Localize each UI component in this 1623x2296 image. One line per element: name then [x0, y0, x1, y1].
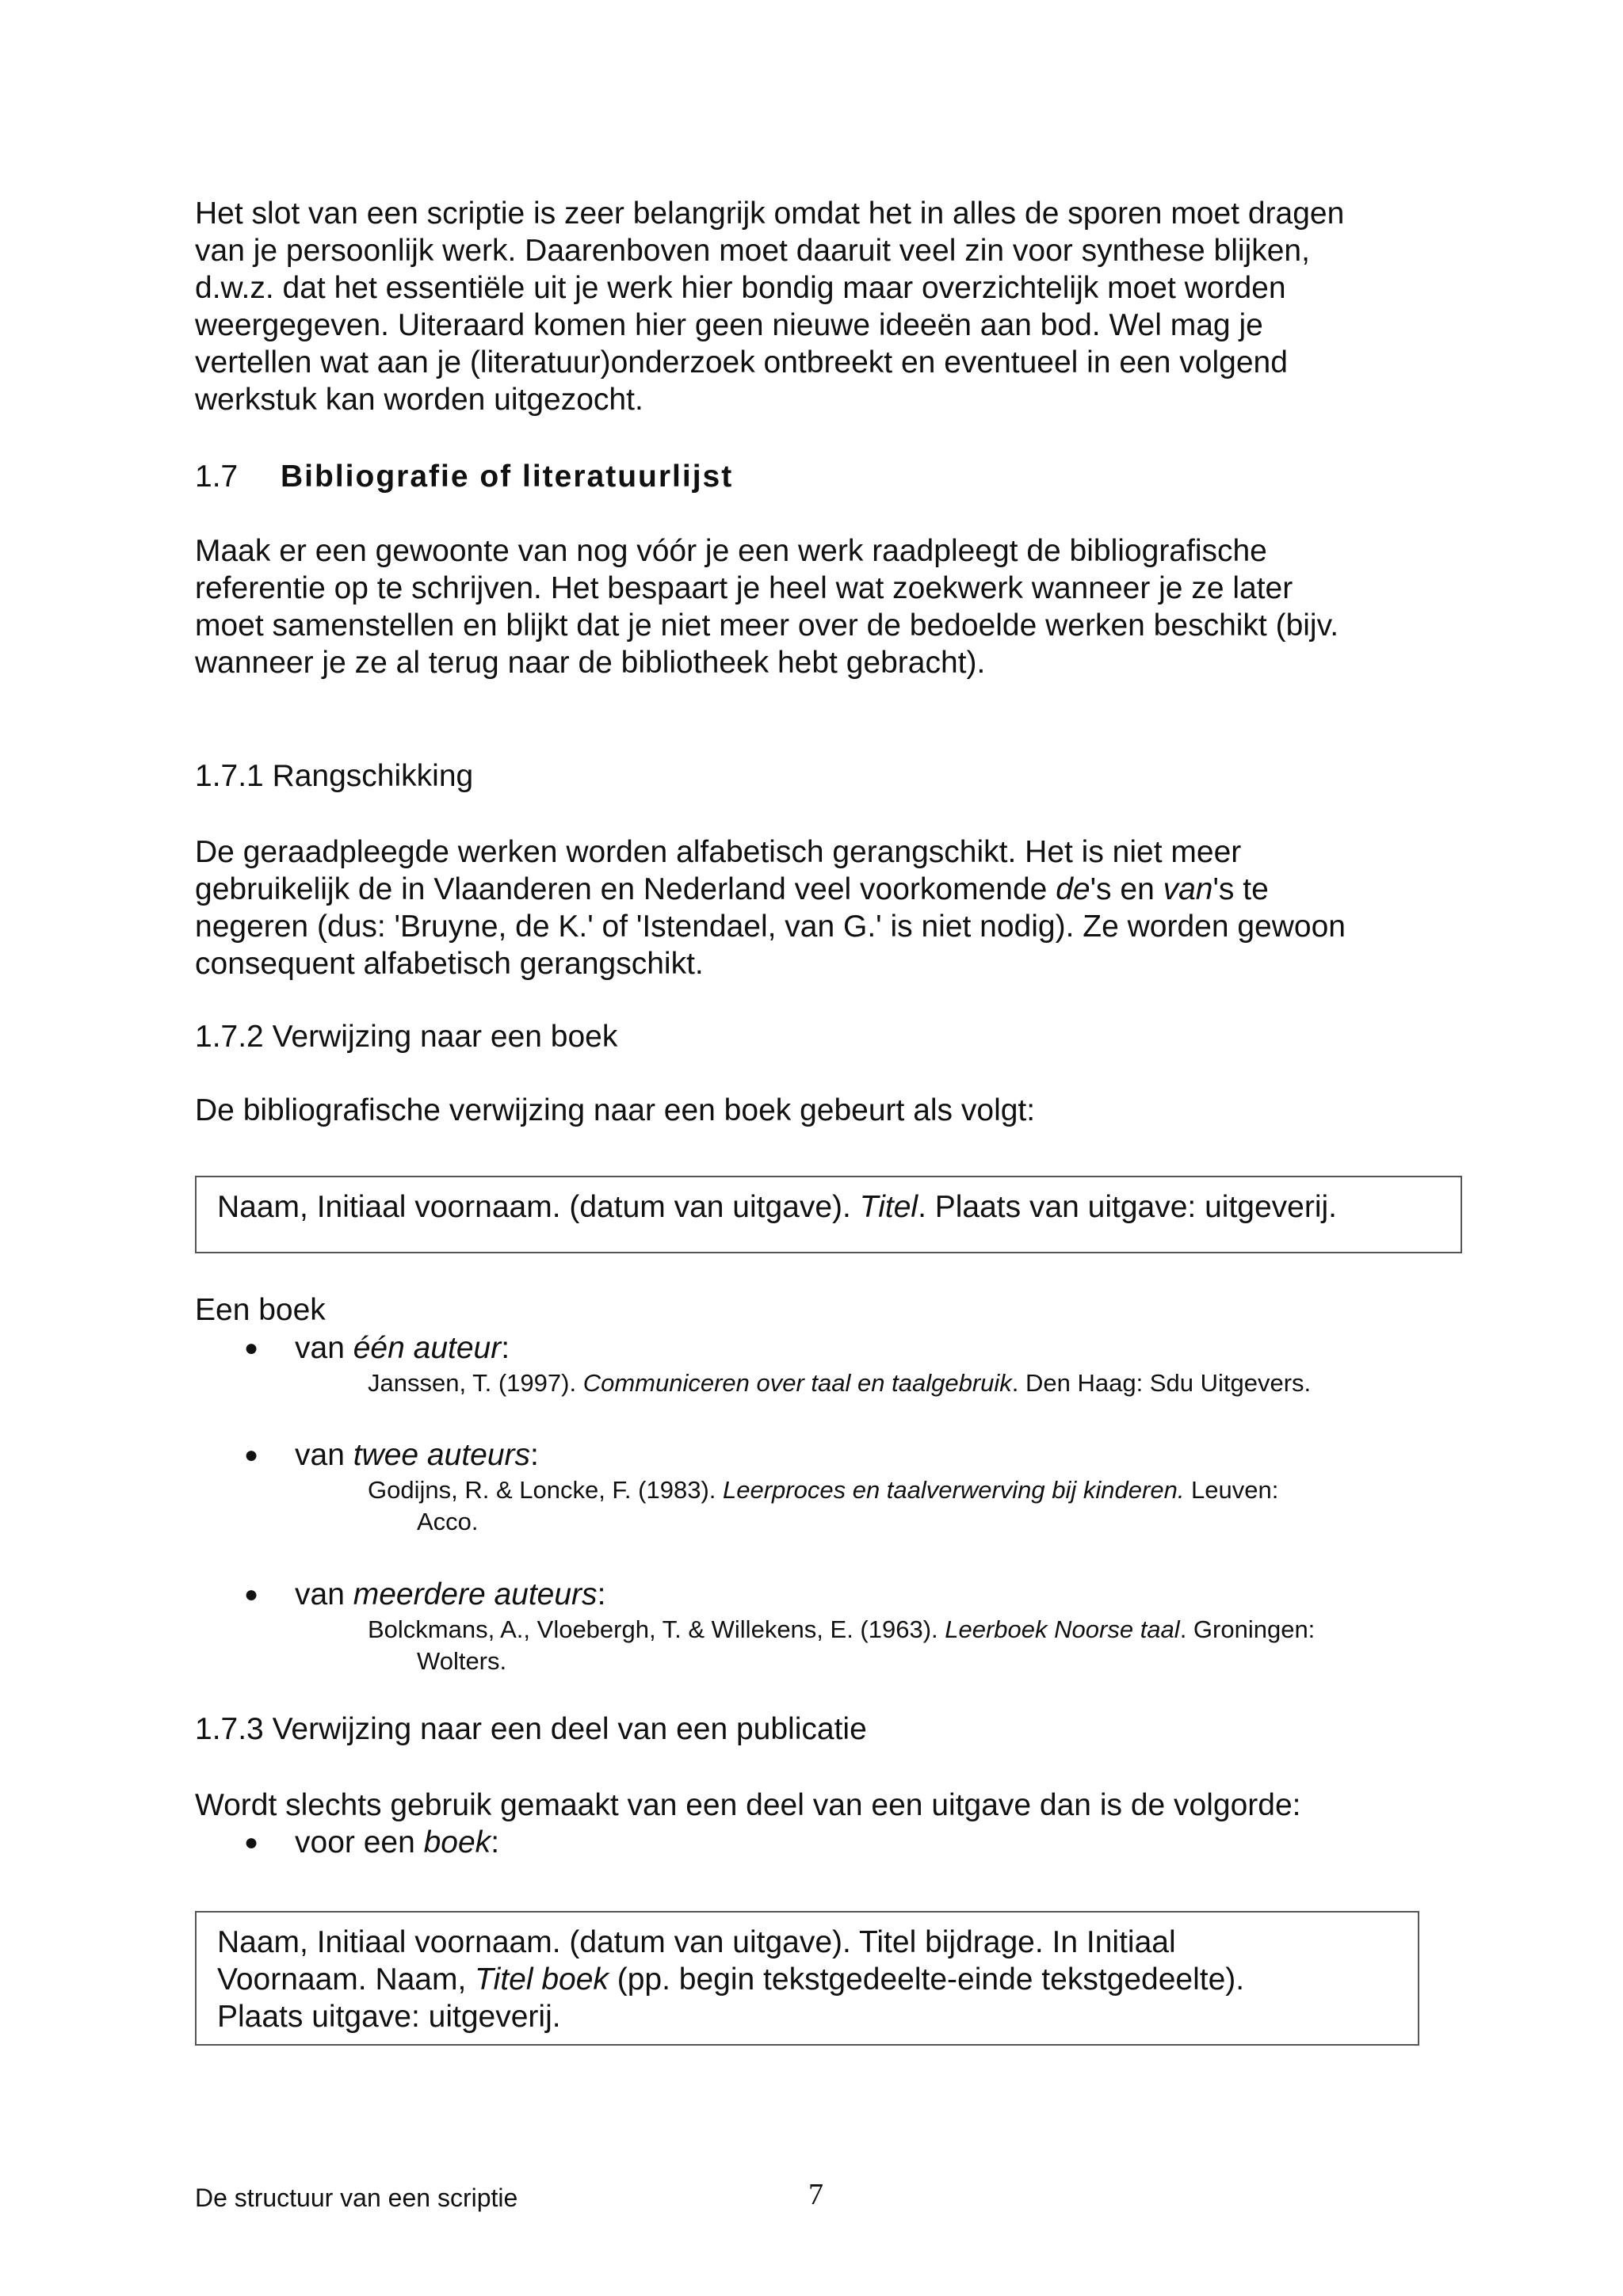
subsection-heading-1-7-1: 1.7.1 Rangschikking: [195, 759, 474, 793]
paragraph-line: Maak er een gewoonte van nog vóór je een werk raadpleegt de bibliografische: [195, 534, 1267, 568]
intro-line: vertellen wat aan je (literatuur)onderzoek ontbreekt en eventueel in een volgend: [195, 345, 1288, 379]
bullet-item: [244, 1576, 605, 1613]
section-1-7-3-intro: Wordt slechts gebruik gemaakt van een deel van een uitgave dan is de volgorde:: [195, 1788, 1301, 1822]
reference-example: [368, 1614, 1445, 1677]
reference-continuation: Wolters.: [417, 1647, 507, 1675]
box-line: Plaats uitgave: uitgeverij.: [217, 2000, 561, 2034]
section-heading-1-7: [195, 458, 733, 495]
text-run: Bolckmans, A., Vloebergh, T. & Willekens, E. (1963).: [368, 1615, 945, 1643]
emphasis: Leerproces en taalverwerving bij kinderen.: [723, 1476, 1185, 1504]
reference-example: [368, 1474, 1445, 1538]
text-run: . Den Haag: Sdu Uitgevers.: [1011, 1369, 1312, 1397]
text-run: (pp. begin tekstgedeelte-einde tekstgedeelte).: [608, 1962, 1245, 1997]
text-run: 's te: [1212, 872, 1269, 906]
emphasis: meerdere auteurs: [353, 1577, 598, 1611]
een-boek-label: Een boek: [195, 1293, 326, 1327]
text-run: Janssen, T. (1997).: [368, 1369, 583, 1397]
emphasis: boek: [423, 1825, 491, 1859]
paragraph-line: wanneer je ze al terug naar de bibliotheek hebt gebracht).: [195, 646, 986, 680]
text-run: van: [295, 1577, 353, 1611]
emphasis: Titel boek: [475, 1962, 609, 1997]
emphasis: twee auteurs: [353, 1438, 531, 1472]
intro-line: Het slot van een scriptie is zeer belangrijk omdat het in alles de sporen moet dragen: [195, 196, 1345, 231]
text-run: Leuven:: [1184, 1476, 1279, 1504]
text-run: :: [530, 1438, 539, 1472]
text-run: Godijns, R. & Loncke, F. (1983).: [368, 1476, 723, 1504]
text-run: gebruikelijk de in Vlaanderen en Nederland veel voorkomende: [195, 872, 1056, 906]
section-1-7-1-paragraph: [195, 833, 1346, 982]
text-run: . Groningen:: [1179, 1615, 1316, 1643]
book-reference-format-box: [195, 1176, 1462, 1253]
box-line: Naam, Initiaal voornaam. (datum van uitgave). Titel bijdrage. In Initiaal: [217, 1925, 1176, 1959]
emphasis: Communiceren over taal en taalgebruik: [582, 1369, 1012, 1397]
reference-continuation: Acco.: [417, 1508, 479, 1535]
intro-line: weergegeven. Uiteraard komen hier geen nieuwe ideeën aan bod. Wel mag je: [195, 308, 1263, 342]
text-run: :: [501, 1331, 510, 1365]
page-number: 7: [808, 2178, 823, 2211]
text-run: Voornaam. Naam,: [217, 1962, 475, 1997]
text-run: van: [295, 1438, 353, 1472]
text-run: :: [597, 1577, 606, 1611]
text-run: voor een: [295, 1825, 424, 1859]
subsection-heading-1-7-3: 1.7.3 Verwijzing naar een deel van een publicatie: [195, 1712, 867, 1746]
paragraph-line: moet samenstellen en blijkt dat je niet meer over de bedoelde werken beschikt (bijv.: [195, 608, 1339, 643]
text-run: Naam, Initiaal voornaam. (datum van uitgave).: [217, 1190, 860, 1224]
section-1-7-paragraph: [195, 532, 1338, 681]
emphasis: Leerboek Noorse taal: [945, 1615, 1180, 1643]
box-line: [217, 1961, 1397, 1998]
paragraph-line: negeren (dus: 'Bruyne, de K.' of 'Istendael, van G.' is niet nodig). Ze worden gewoon: [195, 910, 1346, 944]
subsection-heading-1-7-2: 1.7.2 Verwijzing naar een boek: [195, 1020, 618, 1054]
intro-line: d.w.z. dat het essentiële uit je werk hier bondig maar overzichtelijk moet worden: [195, 271, 1286, 305]
reference-example: [368, 1367, 1445, 1399]
section-number: 1.7: [195, 460, 239, 494]
footer-title: De structuur van een scriptie: [195, 2183, 518, 2212]
paragraph-line: consequent alfabetisch gerangschikt.: [195, 947, 704, 981]
emphasis: de: [1056, 872, 1090, 906]
emphasis: één auteur: [353, 1331, 502, 1365]
bullet-icon: ●: [244, 1829, 259, 1855]
text-run: :: [491, 1825, 500, 1859]
section-title: Bibliografie of literatuurlijst: [281, 460, 734, 494]
emphasis: van: [1163, 872, 1213, 906]
bullet-icon: ●: [244, 1581, 259, 1608]
paragraph-line: [195, 871, 1346, 908]
partial-publication-format-box: [195, 1911, 1419, 2046]
bullet-icon: ●: [244, 1442, 259, 1468]
emphasis: Titel: [859, 1190, 918, 1224]
intro-paragraph: [195, 195, 1344, 418]
bullet-item: [244, 1824, 499, 1861]
text-run: . Plaats van uitgave: uitgeverij.: [918, 1190, 1338, 1224]
text-run: van: [295, 1331, 353, 1365]
text-run: 's en: [1090, 872, 1163, 906]
bullet-item: [244, 1436, 539, 1474]
intro-line: van je persoonlijk werk. Daarenboven moet daaruit veel zin voor synthese blijken,: [195, 234, 1310, 268]
paragraph-line: De geraadpleegde werken worden alfabetisch gerangschikt. Het is niet meer: [195, 835, 1242, 869]
bullet-icon: ●: [244, 1335, 259, 1361]
section-1-7-2-intro: De bibliografische verwijzing naar een boek gebeurt als volgt:: [195, 1093, 1036, 1127]
bullet-item: [244, 1329, 510, 1367]
paragraph-line: referentie op te schrijven. Het bespaart je heel wat zoekwerk wanneer je ze later: [195, 571, 1293, 605]
intro-line: werkstuk kan worden uitgezocht.: [195, 383, 643, 417]
